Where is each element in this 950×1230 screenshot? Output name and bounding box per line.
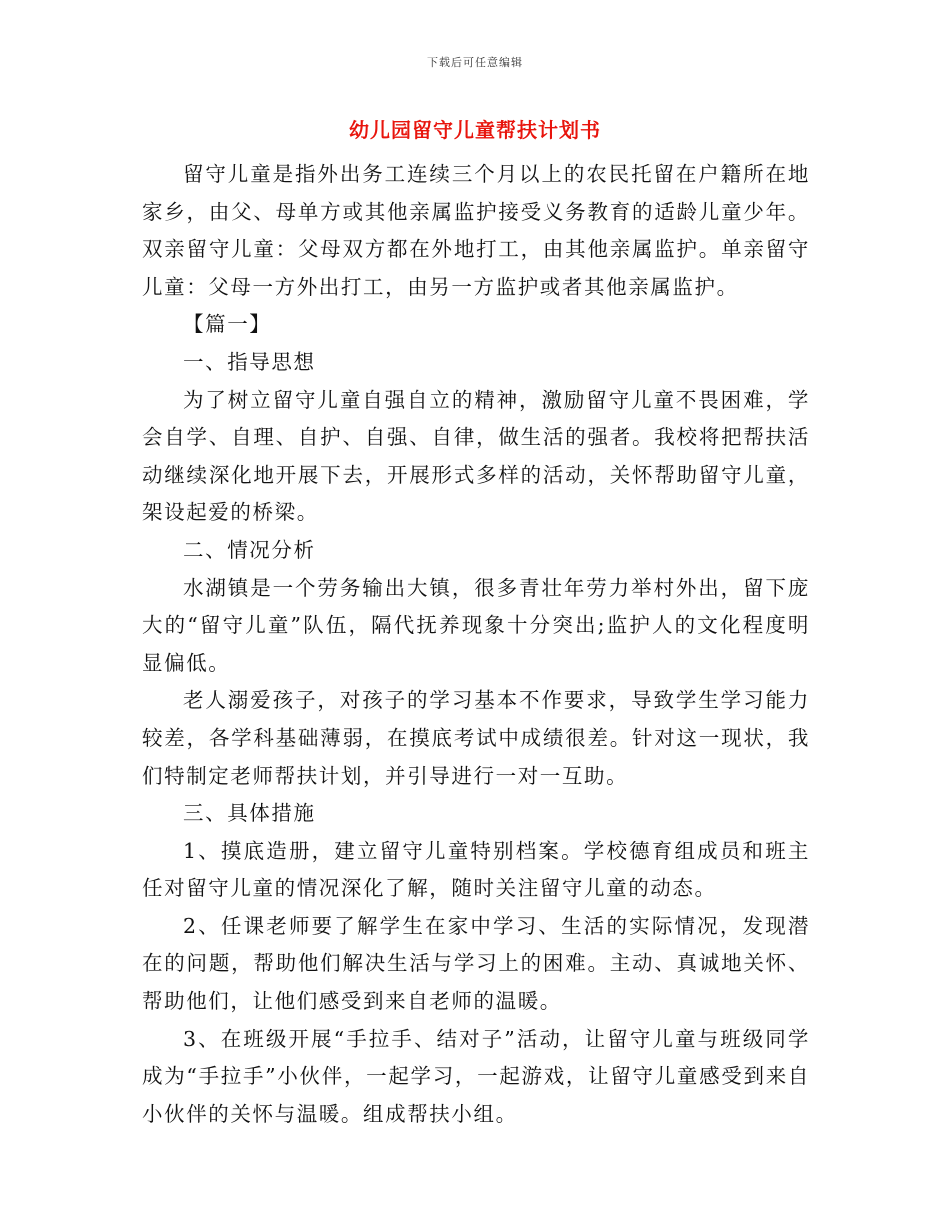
page-header-note: 下载后可任意编辑 xyxy=(427,56,523,69)
document-title: 幼儿园留守儿童帮扶计划书 xyxy=(349,118,601,142)
measure-item: 2、任课老师要了解学生在家中学习、生活的实际情况，发现潜在的问题，帮助他们解决生活与学习上的困难。主动、真诚地关怀、帮助他们，让他们感受到来自老师的温暖。 xyxy=(142,913,810,1014)
section-heading-specific-measures: 三、具体措施 xyxy=(183,801,316,826)
section-paragraph: 水湖镇是一个劳务输出大镇，很多青壮年劳力举村外出，留下庞大的“留守儿童”队伍，隔代抚养现象十分突出;监护人的文化程度明显偏低。 xyxy=(142,575,810,675)
measure-item: 3、在班级开展“手拉手、结对子”活动，让留守儿童与班级同学成为“手拉手”小伙伴，一起学习，一起游戏，让留守儿童感受到来自小伙伴的关怀与温暖。组成帮扶小组。 xyxy=(142,1026,810,1126)
section-heading-guiding-ideology: 一、指导思想 xyxy=(183,349,316,374)
intro-paragraph: 留守儿童是指外出务工连续三个月以上的农民托留在户籍所在地家乡，由父、母单方或其他亲属监护接受义务教育的适龄儿童少年。双亲留守儿童：父母双方都在外地打工，由其他亲属监护。单亲留守儿童：父母一方外出打工，由另一方监护或者其他亲属监护。 xyxy=(142,162,810,299)
document-body xyxy=(142,156,810,1133)
section-paragraph: 老人溺爱孩子，对孩子的学习基本不作要求，导致学生学习能力较差，各学科基础薄弱，在摸底考试中成绩很差。针对这一现状，我们特制定老师帮扶计划，并引导进行一对一互助。 xyxy=(142,688,810,788)
section-paragraph: 为了树立留守儿童自强自立的精神，激励留守儿童不畏困难，学会自学、自理、自护、自强、自律，做生活的强者。我校将把帮扶活动继续深化地开展下去，开展形式多样的活动，关怀帮助留守儿童，架设起爱的桥梁。 xyxy=(142,387,810,525)
measure-item: 1、摸底造册，建立留守儿童特别档案。学校德育组成员和班主任对留守儿童的情况深化了解，随时关注留守儿童的动态。 xyxy=(142,838,810,901)
part-label: 【篇一】 xyxy=(183,312,272,337)
section-heading-situation-analysis: 二、情况分析 xyxy=(183,537,316,562)
